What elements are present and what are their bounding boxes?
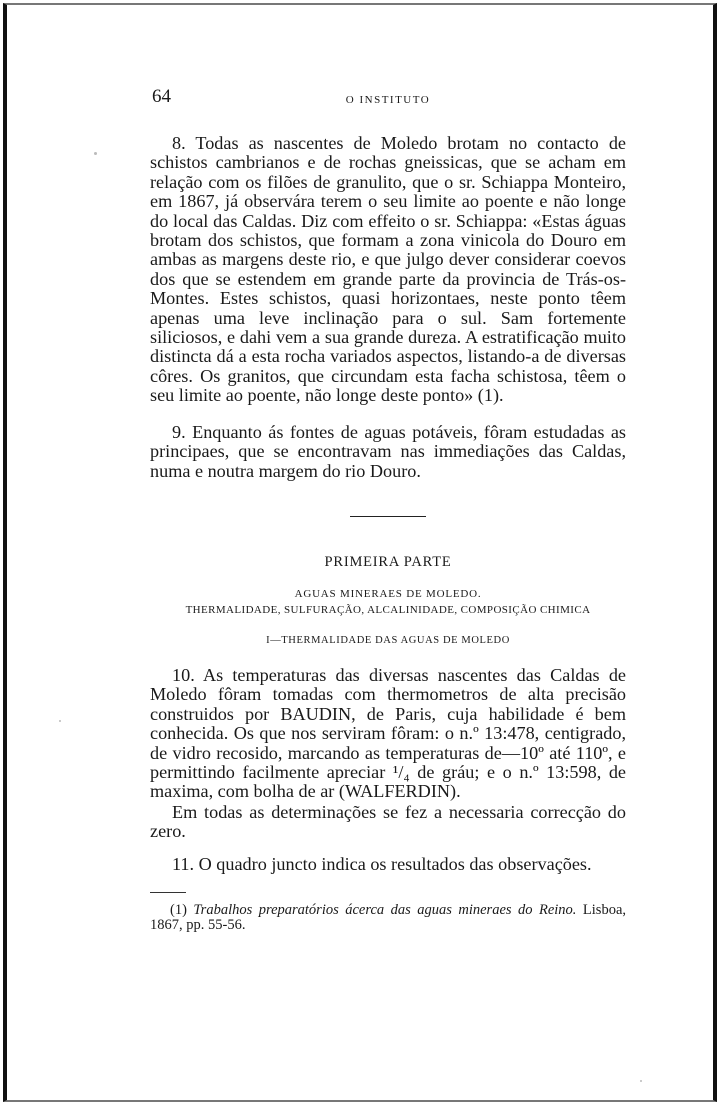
footnote-title: Trabalhos preparatórios ácerca das aguas mineraes do Reino. <box>193 901 577 918</box>
footnote-marker: (1) <box>170 901 187 918</box>
paragraph-11: 11. O quadro juncto indica os resultados das observações. <box>172 853 592 874</box>
page-number: 64 <box>152 86 171 107</box>
paragraph-8: 8. Todas as nascentes de Moledo brotam no contacto de schistos cambrianos e de rochas gneissicas, que se acham em relação com os filões de granulito, que o sr. Schiappa Monteiro, em 1867, já observára terem o seu limite ao poente e não longe do local das Caldas. Diz com effeito o sr. Schiappa: «Estas águas brotam dos schistos, que formam a zona vinicola do Douro em ambas as margens deste rio, e que julgo dever considerar coevos dos que se estendem em grande parte da provincia de Trás-os-Montes. Estes schistos, quasi horizontaes, neste ponto têem apenas uma leve inclinação para o sul. Sam fortemente siliciosos, e dahi vem a sua grande dureza. A estratificação muito distincta dá a esta rocha variados aspectos, listando-a de diversas côres. Os granitos, que circundam esta facha schistosa, têem o seu limite ao poente, não longe deste ponto» (1). <box>150 133 626 406</box>
scan-speck <box>640 1080 642 1082</box>
scan-speck <box>59 720 61 722</box>
section-subtitle-topics: THERMALIDADE, SULFURAÇÃO, ALCALINIDADE, COMPOSIÇÃO CHIMICA <box>185 603 591 616</box>
section-subtitle: AGUAS MINERAES DE MOLEDO. <box>294 587 482 600</box>
page-header <box>150 82 626 112</box>
footnote-divider <box>150 892 186 893</box>
part-title: PRIMEIRA PARTE <box>324 553 452 570</box>
document-page <box>150 82 626 934</box>
chapter-heading: I—THERMALIDADE DAS AGUAS DE MOLEDO <box>266 634 510 646</box>
running-head: O INSTITUTO <box>345 94 431 106</box>
footnote-citation: Lisboa, 1867, pp. 55-56. <box>150 901 627 934</box>
scan-speck <box>94 152 97 155</box>
footnote <box>150 903 626 934</box>
section-divider <box>350 516 426 517</box>
paragraph-correction: Em todas as determinações se fez a necessaria correcção do zero. <box>150 801 626 842</box>
paragraph-9: 9. Enquanto ás fontes de aguas potáveis, fôram estudadas as principaes, que se encontravam nas immediações das Caldas, numa e noutra margem do rio Douro. <box>150 421 626 481</box>
paragraph-10: 10. As temperaturas das diversas nascentes das Caldas de Moledo fôram tomadas com thermometros de alta precisão construidos por BAUDIN, de Paris, cuja habilidade é bem conhecida. Os que nos serviram fôram: o n.º 13:478, centigrado, de vidro recosido, marcando as temperaturas de—10º até 110º, e permittindo facilmente apreciar ¹/₄ de gráu; e o n.º 13:598, de maxima, com bolha de ar (WALFERDIN). <box>150 664 626 802</box>
